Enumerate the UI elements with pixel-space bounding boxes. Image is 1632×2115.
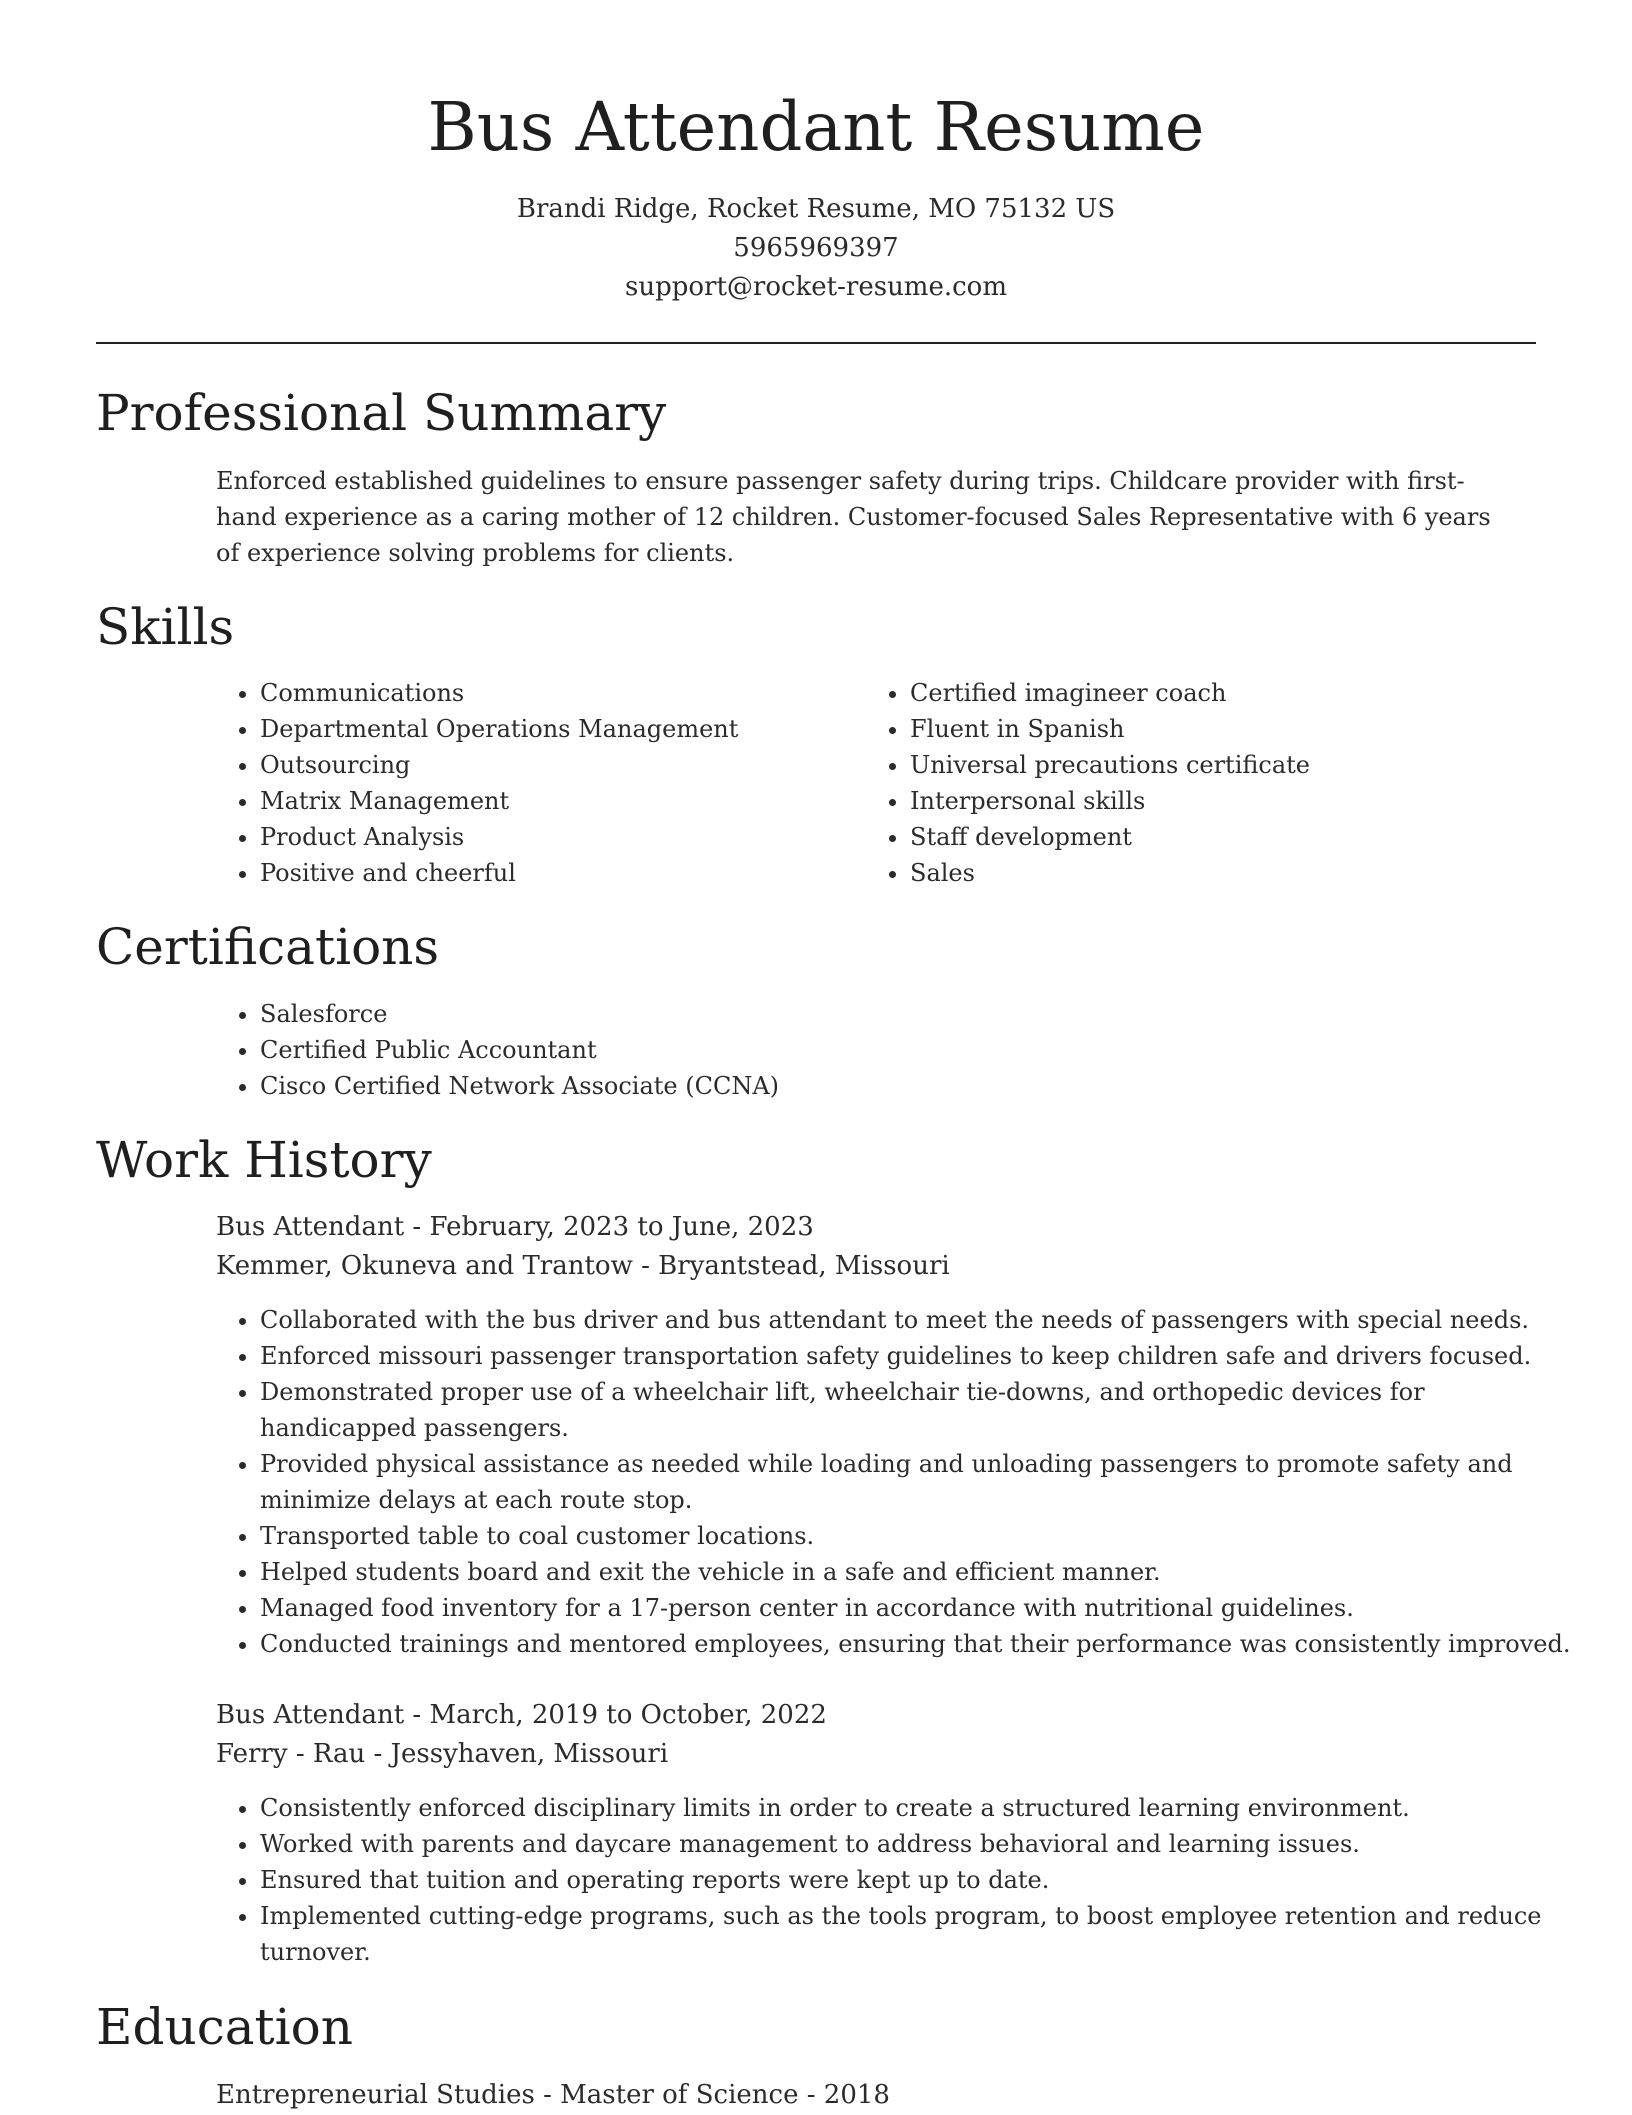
list-item: • Universal precautions certificate — [910, 747, 1570, 783]
header-divider — [96, 342, 1536, 344]
section-title-skills: Skills — [96, 598, 235, 656]
job-company: Ferry - Rau - Jessyhaven, Missouri — [216, 1739, 669, 1769]
list-item: • Interpersonal skills — [910, 783, 1570, 819]
resume-title: Bus Attendant Resume — [427, 88, 1205, 166]
list-item: • Conducted trainings and mentored employees, ensuring that their performance was consistently improved. — [260, 1626, 1580, 1662]
list-item: • Demonstrated proper use of a wheelchair lift, wheelchair tie-downs, and orthopedic devices for handicapped passengers. — [260, 1374, 1580, 1446]
job-company: Kemmer, Okuneva and Trantow - Bryantstead, Missouri — [216, 1251, 950, 1281]
section-title-work-history: Work History — [96, 1131, 432, 1189]
skills-list-right — [866, 675, 1570, 891]
section-title-certifications: Certifications — [96, 918, 440, 976]
list-item: • Sales — [910, 855, 1570, 891]
education-entry — [216, 2076, 890, 2115]
list-item: • Positive and cheerful — [260, 855, 860, 891]
list-item: • Managed food inventory for a 17-person center in accordance with nutritional guidelines. — [260, 1590, 1580, 1626]
education-degree: Entrepreneurial Studies - Master of Science - 2018 — [216, 2080, 890, 2110]
list-item: • Collaborated with the bus driver and bus attendant to meet the needs of passengers with special needs. — [260, 1302, 1580, 1338]
section-title-summary: Professional Summary — [96, 384, 667, 442]
list-item: • Ensured that tuition and operating reports were kept up to date. — [260, 1862, 1580, 1898]
list-item: • Fluent in Spanish — [910, 711, 1570, 747]
list-item: • Helped students board and exit the vehicle in a safe and efficient manner. — [260, 1554, 1580, 1590]
list-item: • Provided physical assistance as needed while loading and unloading passengers to promote safety and minimize delays at each route stop. — [260, 1446, 1580, 1518]
skills-list-left — [216, 675, 860, 891]
job-header — [216, 1696, 827, 1774]
contact-block — [0, 190, 1632, 307]
list-item: • Product Analysis — [260, 819, 860, 855]
contact-address: Brandi Ridge, Rocket Resume, MO 75132 US — [516, 194, 1116, 224]
list-item: • Worked with parents and daycare management to address behavioral and learning issues. — [260, 1826, 1580, 1862]
job-header — [216, 1208, 950, 1286]
job-title-dates: Bus Attendant - February, 2023 to June, 2023 — [216, 1212, 814, 1242]
list-item: • Consistently enforced disciplinary limits in order to create a structured learning environment. — [260, 1790, 1580, 1826]
list-item: • Staff development — [910, 819, 1570, 855]
job-bullets — [216, 1790, 1580, 1970]
contact-phone: 5965969397 — [733, 233, 899, 263]
list-item: • Transported table to coal customer locations. — [260, 1518, 1580, 1554]
list-item: • Salesforce — [260, 996, 1560, 1032]
list-item: • Implemented cutting-edge programs, such as the tools program, to boost employee retention and reduce turnover. — [260, 1898, 1580, 1970]
list-item: • Matrix Management — [260, 783, 860, 819]
list-item: • Cisco Certified Network Associate (CCNA) — [260, 1068, 1560, 1104]
job-bullets — [216, 1302, 1580, 1662]
list-item: • Outsourcing — [260, 747, 860, 783]
job-title-dates: Bus Attendant - March, 2019 to October, 2022 — [216, 1700, 827, 1730]
certifications-list — [216, 996, 1560, 1104]
summary-text: Enforced established guidelines to ensure passenger safety during trips. Childcare provider with first-hand experience as a caring mother of 12 children. Customer-focused Sales Representative with 6 years of experience solving problems for clients. — [216, 467, 1491, 567]
list-item: • Certified imagineer coach — [910, 675, 1570, 711]
list-item: • Enforced missouri passenger transportation safety guidelines to keep children safe and drivers focused. — [260, 1338, 1580, 1374]
list-item: • Certified Public Accountant — [260, 1032, 1560, 1068]
section-title-education: Education — [96, 1998, 353, 2056]
contact-email: support@rocket-resume.com — [624, 272, 1007, 302]
list-item: • Communications — [260, 675, 860, 711]
list-item: • Departmental Operations Management — [260, 711, 860, 747]
